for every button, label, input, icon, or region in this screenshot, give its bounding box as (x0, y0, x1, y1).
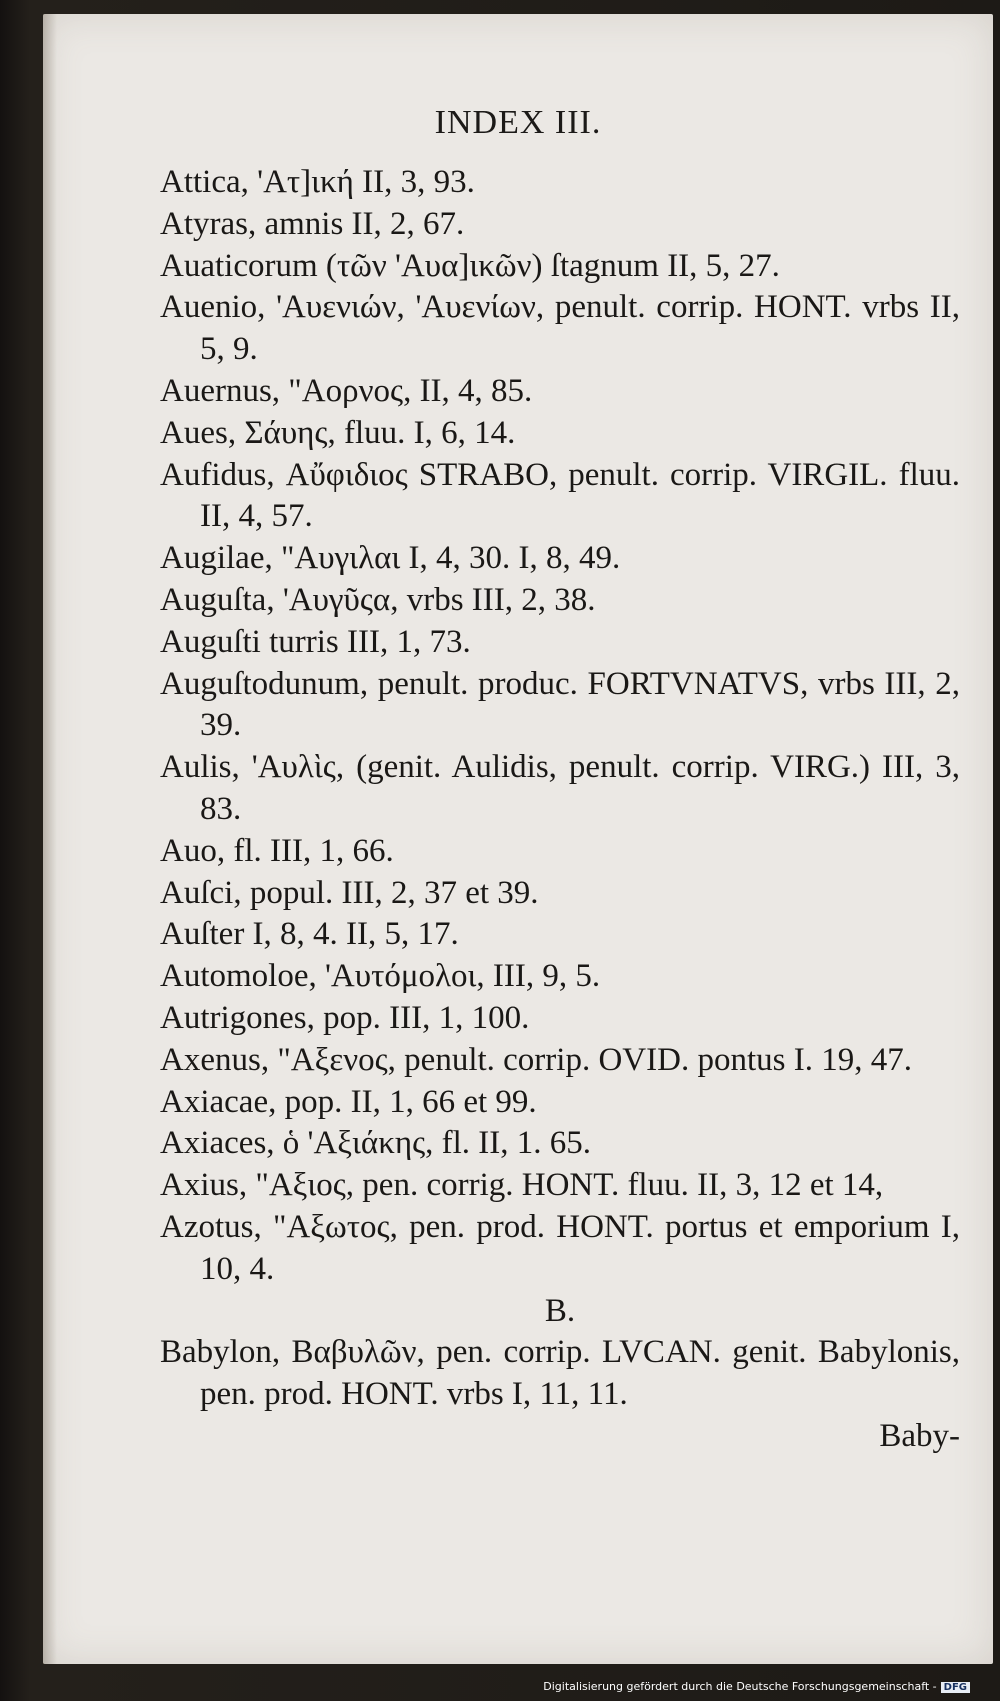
catchword: Baby- (879, 1417, 960, 1454)
index-entry: Auaticorum (τῶν 'Αυα]ικῶν) ſtagnum II, 5, 27. (160, 247, 780, 284)
index-entry: Auo, fl. III, 1, 66. (160, 832, 394, 869)
index-entry: Attica, 'Ατ]ική II, 3, 93. (160, 164, 475, 200)
index-entry: Aues, Σάυης, fluu. I, 6, 14. (160, 414, 516, 451)
index-entries (160, 162, 960, 1458)
index-entry: Auſter I, 8, 4. II, 5, 17. (160, 916, 459, 953)
index-entry: Auguſta, 'Αυγῦςα, vrbs III, 2, 38. (160, 581, 596, 618)
index-entry: Auſci, popul. III, 2, 37 et 39. (160, 874, 539, 911)
index-entry: Autrigones, pop. III, 1, 100. (160, 999, 530, 1036)
section-letter: B. (544, 1292, 576, 1329)
index-entry: Atyras, amnis II, 2, 67. (160, 205, 465, 242)
credit-text: Digitalisierung gefördert durch die Deutsche Forschungsgemeinschaft - (543, 1680, 937, 1693)
index-entry: Augilae, "Αυγιλαι I, 4, 30. I, 8, 49. (160, 540, 621, 577)
running-head: INDEX III. (434, 104, 602, 141)
index-entry: Automoloe, 'Αυτόμολοι, III, 9, 5. (160, 958, 601, 995)
book-page (43, 14, 993, 1664)
index-entry: Auernus, "Αορνος, II, 4, 85. (160, 372, 533, 409)
index-entry: Axenus, "Αξενος, penult. corrip. OVID. pontus I. 19, 47. (160, 1041, 912, 1078)
index-entry: Auguſti turris III, 1, 73. (160, 623, 471, 660)
index-entry: Babylon, Βαβυλῶν, pen. corrip. LVCAN. genit. Babylonis, pen. prod. HONT. vrbs I, 11, 11. (160, 1334, 960, 1413)
index-entry: Axiaces, ὁ 'Αξιάκης, fl. II, 1. 65. (160, 1125, 592, 1162)
dfg-logo: DFG (941, 1682, 970, 1693)
digitization-credit (543, 1680, 970, 1693)
index-entry: Auguſtodunum, penult. produc. FORTVNATVS, vrbs III, 2, 39. (160, 665, 960, 744)
index-entry: Aufidus, Αὔφιδιος STRABO, penult. corrip. VIRGIL. fluu. II, 4, 57. (160, 456, 960, 535)
index-entry: Aulis, 'Αυλὶς, (genit. Aulidis, penult. corrip. VIRG.) III, 3, 83. (160, 749, 960, 827)
index-entry: Auenio, 'Αυενιών, 'Αυενίων, penult. corrip. HONT. vrbs II, 5, 9. (160, 289, 960, 368)
index-entry: Axius, "Αξιος, pen. corrig. HONT. fluu. II, 3, 12 et 14, (160, 1167, 884, 1204)
index-entry: Axiacae, pop. II, 1, 66 et 99. (160, 1083, 537, 1120)
index-entry: Azotus, "Αξωτος, pen. prod. HONT. portus et emporium I, 10, 4. (160, 1208, 960, 1287)
page-gutter-shadow (43, 14, 57, 1664)
